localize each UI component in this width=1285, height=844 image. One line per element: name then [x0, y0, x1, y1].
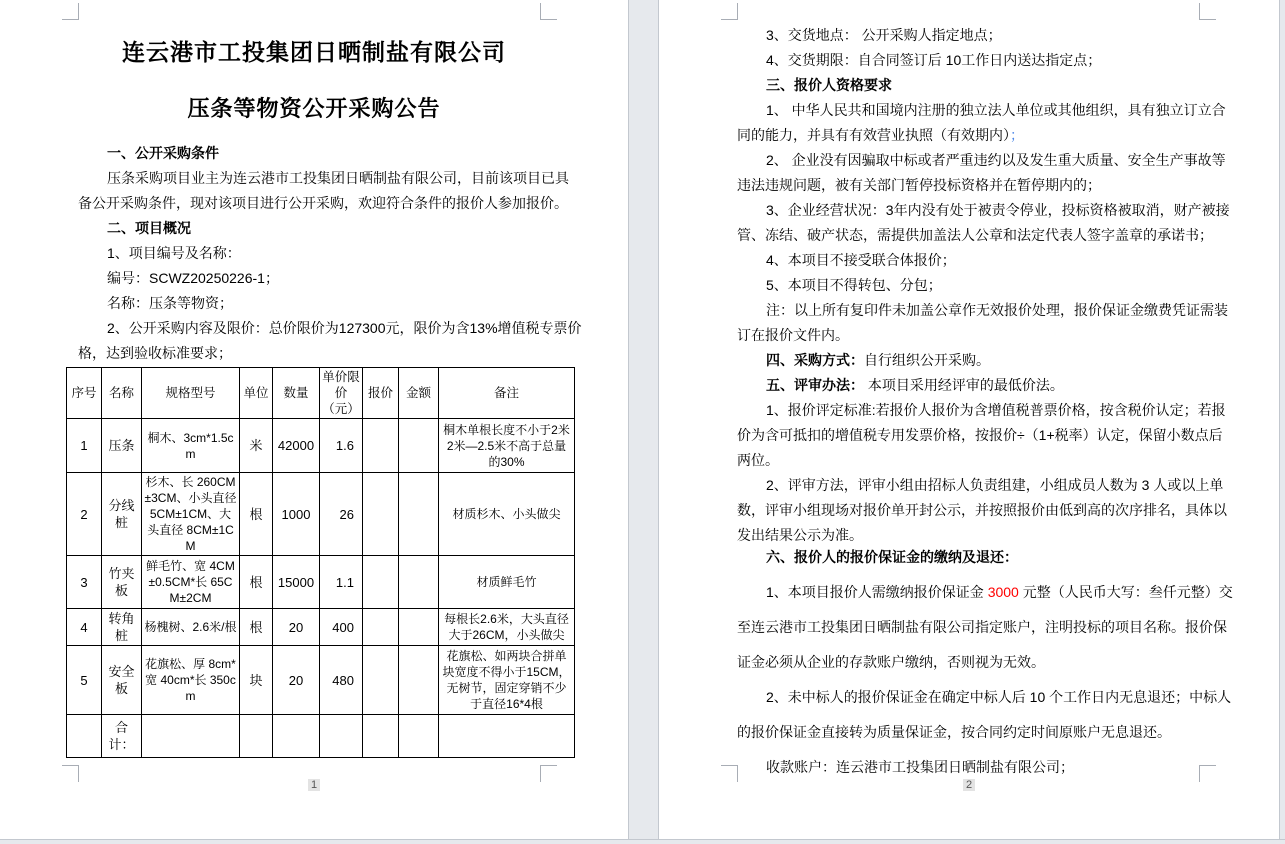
table-cell: 26	[320, 473, 363, 556]
table-cell: 20	[273, 646, 320, 715]
table-header-cell: 单位	[240, 368, 273, 419]
table-cell: 4	[67, 609, 102, 646]
table-cell: 杨槐树、2.6米/根	[142, 609, 240, 646]
table-row	[67, 556, 575, 609]
text-line: 收款账户：连云港市工投集团日晒制盐有限公司；	[766, 759, 1074, 775]
table-row	[67, 715, 575, 758]
table-cell	[363, 556, 399, 609]
text-line: 3、企业经营状况：3年内没有处于被责令停业，投标资格被取消，财产被接	[766, 202, 1230, 218]
table-cell: 5	[67, 646, 102, 715]
page-title-line-2: 压条等物资公开采购公告	[187, 96, 441, 121]
page-number: 2	[659, 779, 1279, 791]
table-cell	[399, 473, 439, 556]
text-line: 名称：压条等物资；	[107, 295, 233, 311]
table-header-cell: 备注	[439, 368, 575, 419]
document-page-2[interactable]	[658, 0, 1280, 839]
table-cell: 合计：	[102, 715, 142, 758]
table-header-cell: 名称	[102, 368, 142, 419]
text-line: 违法违规问题，被有关部门暂停投标资格并在暂停期内的；	[737, 177, 1101, 193]
table-cell: 米	[240, 419, 273, 473]
page2-body-text-wide	[737, 540, 1233, 785]
table-row	[67, 646, 575, 715]
text-line: 2、公开采购内容及限价：总价限价为127300元，限价为含13%增值税专票价	[107, 320, 582, 336]
text-line: 证金必须从企业的存款账户缴纳，否则视为无效。	[737, 654, 1045, 670]
procurement-items-table	[66, 367, 575, 758]
text-line: 1、项目编号及名称：	[107, 245, 241, 261]
table-row	[67, 473, 575, 556]
table-header-cell: 序号	[67, 368, 102, 419]
text-line: 备公开采购条件，现对该项目进行公开采购，欢迎符合条件的报价人参加报价。	[78, 195, 568, 211]
table-cell: 根	[240, 556, 273, 609]
text-line: 同的能力，并具有有效营业执照（有效期内）；	[737, 127, 1024, 143]
text-line: 价为含可抵扣的增值税专用发票价格，按报价÷（1+税率）认定，保留小数点后	[737, 427, 1223, 443]
page1-body-text	[78, 141, 582, 366]
text-line: 订在报价文件内。	[737, 327, 849, 343]
page2-body-text	[737, 23, 1229, 548]
table-header-cell: 单价限价（元）	[320, 368, 363, 419]
table-cell: 400	[320, 609, 363, 646]
margin-corner-mark	[62, 3, 79, 20]
table-cell	[142, 715, 240, 758]
text-line: 数，评审小组现场对报价单开封公示，并按照报价由低到高的次序排名，具体以	[737, 502, 1227, 518]
table-cell: 桐木、3cm*1.5cm	[142, 419, 240, 473]
window-bottom-strip	[0, 839, 1285, 844]
table-cell	[399, 715, 439, 758]
text-line: 1、本项目报价人需缴纳报价保证金 3000 元整（人民币大写：叁仟元整）交	[766, 584, 1233, 600]
margin-corner-mark	[721, 3, 738, 20]
text-line: 三、报价人资格要求	[766, 77, 892, 93]
table-header-cell: 金额	[399, 368, 439, 419]
text-line: 1、 中华人民共和国境内注册的独立法人单位或其他组织，具有独立订立合	[766, 102, 1226, 118]
text-line: 2、评审方法，评审小组由招标人负责组建，小组成员人数为 3 人或以上单	[766, 477, 1224, 493]
text-line: 两位。	[737, 452, 779, 468]
table-cell: 1.6	[320, 419, 363, 473]
table-row	[67, 419, 575, 473]
margin-corner-mark	[1199, 3, 1216, 20]
text-line: 发出结果公示为准。	[737, 527, 863, 543]
table-cell	[363, 646, 399, 715]
table-header-cell: 数量	[273, 368, 320, 419]
text-line: 一、公开采购条件	[107, 145, 219, 161]
table-cell: 花旗松、厚 8cm*宽 40cm*长 350cm	[142, 646, 240, 715]
table-cell	[363, 473, 399, 556]
table-cell	[67, 715, 102, 758]
table-cell	[363, 715, 399, 758]
margin-corner-mark	[540, 3, 557, 20]
table-cell: 鲜毛竹、宽 4CM±0.5CM*长 65CM±2CM	[142, 556, 240, 609]
table-cell: 3	[67, 556, 102, 609]
text-line: 4、本项目不接受联合体报价；	[766, 252, 956, 268]
text-line: 格，达到验收标准要求；	[78, 345, 232, 361]
table-cell: 1.1	[320, 556, 363, 609]
table-cell: 块	[240, 646, 273, 715]
table-cell: 转角桩	[102, 609, 142, 646]
table-cell: 竹夹板	[102, 556, 142, 609]
table-cell: 1	[67, 419, 102, 473]
page-title-line-1: 连云港市工投集团日晒制盐有限公司	[122, 39, 506, 65]
table-cell	[439, 715, 575, 758]
table-cell: 根	[240, 609, 273, 646]
text-line: 注：以上所有复印件未加盖公章作无效报价处理，报价保证金缴费凭证需装	[766, 302, 1228, 318]
table-cell: 压条	[102, 419, 142, 473]
table-cell	[320, 715, 363, 758]
text-line: 四、采购方式：自行组织公开采购。	[766, 352, 990, 368]
table-cell: 42000	[273, 419, 320, 473]
table-cell: 桐木单根长度不小于2米2米—2.5米不高于总量的30%	[439, 419, 575, 473]
text-line: 二、项目概况	[107, 220, 191, 236]
table-cell: 花旗松、如两块合拼单块宽度不得小于15CM，无树节，固定穿销不少于直径16*4根	[439, 646, 575, 715]
table-cell	[399, 609, 439, 646]
table-cell: 2	[67, 473, 102, 556]
table-cell	[273, 715, 320, 758]
table-cell: 每根长2.6米，大头直径大于26CM，小头做尖	[439, 609, 575, 646]
text-line: 压条采购项目业主为连云港市工投集团日晒制盐有限公司，目前该项目已具	[107, 170, 569, 186]
text-line: 管、冻结、破产状态，需提供加盖法人公章和法定代表人签字盖章的承诺书；	[737, 227, 1213, 243]
table-cell: 杉木、长 260CM±3CM、小头直径 5CM±1CM、大头直径 8CM±1CM	[142, 473, 240, 556]
text-line: 5、本项目不得转包、分包；	[766, 277, 942, 293]
table-cell: 480	[320, 646, 363, 715]
table-cell: 材质杉木、小头做尖	[439, 473, 575, 556]
text-line: 六、报价人的报价保证金的缴纳及退还：	[766, 549, 1018, 565]
table-cell	[399, 556, 439, 609]
table-header-cell: 报价	[363, 368, 399, 419]
table-header-cell: 规格型号	[142, 368, 240, 419]
text-line: 的报价保证金直接转为质量保证金，按合同约定时间原账户无息退还。	[737, 724, 1171, 740]
table-cell	[240, 715, 273, 758]
text-line: 至连云港市工投集团日晒制盐有限公司指定账户，注明投标的项目名称。报价保	[737, 619, 1227, 635]
table-cell: 20	[273, 609, 320, 646]
table-cell: 材质鲜毛竹	[439, 556, 575, 609]
text-line: 编号：SCWZ20250226-1；	[107, 270, 279, 286]
table-cell: 分线桩	[102, 473, 142, 556]
text-line: 1、报价评定标准:若报价人报价为含增值税普票价格，按含税价认定；若报	[766, 402, 1226, 418]
table-cell	[363, 609, 399, 646]
table-cell: 根	[240, 473, 273, 556]
text-line: 2、 企业没有因骗取中标或者严重违约以及发生重大质量、安全生产事故等	[766, 152, 1226, 168]
table-cell: 安全板	[102, 646, 142, 715]
table-row	[67, 609, 575, 646]
table-header-row	[67, 368, 575, 419]
table-cell	[399, 419, 439, 473]
document-page-1[interactable]	[0, 0, 629, 839]
text-line: 3、交货地点： 公开采购人指定地点；	[766, 27, 1002, 43]
text-line: 4、交货期限：自合同签订后 10工作日内送达指定点；	[766, 52, 1102, 68]
page-number: 1	[0, 779, 628, 791]
table-cell: 15000	[273, 556, 320, 609]
table-cell: 1000	[273, 473, 320, 556]
text-line: 五、评审办法： 本项目采用经评审的最低价法。	[766, 377, 1064, 393]
table-cell	[399, 646, 439, 715]
table-cell	[363, 419, 399, 473]
text-line: 2、未中标人的报价保证金在确定中标人后 10 个工作日内无息退还；中标人	[766, 689, 1232, 705]
